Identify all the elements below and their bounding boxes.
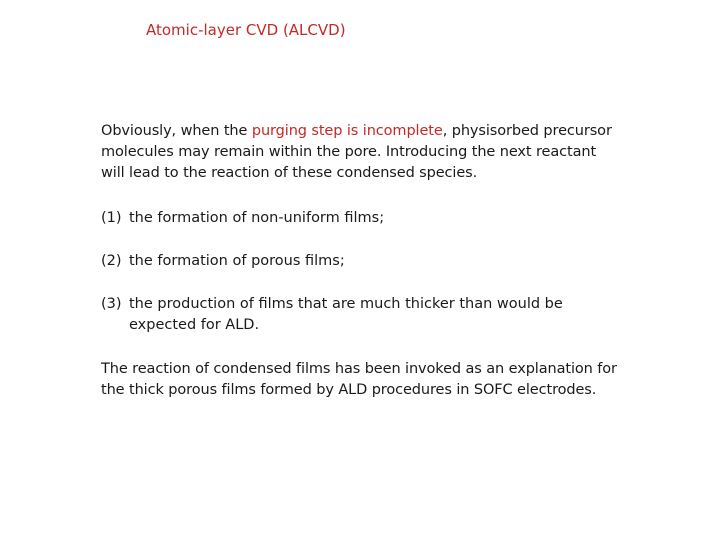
list-item-1	[101, 208, 621, 229]
conclusion-paragraph: The reaction of condensed films has been invoked as an explanation for the thick porous films formed by ALD procedures in SOFC electrodes.	[101, 361, 617, 398]
list-item-2	[101, 251, 621, 272]
intro-text-before: Obviously, when the	[101, 123, 252, 139]
list-number: (2)	[101, 253, 122, 269]
list-item-3	[101, 294, 621, 336]
list-text: the formation of porous films;	[129, 253, 345, 269]
intro-text-after: , physisorbed precursor molecules may remain within the pore. Introducing the next reactant will lead to the reaction of these condensed species.	[101, 123, 612, 181]
list-number: (1)	[101, 210, 122, 226]
list-text: the production of films that are much thicker than would be expected for ALD.	[129, 296, 563, 333]
slide-title: Atomic-layer CVD (ALCVD)	[146, 21, 346, 39]
list-number: (3)	[101, 296, 122, 312]
intro-highlight: purging step is incomplete	[251, 123, 443, 139]
intro-paragraph	[101, 121, 621, 184]
list-text: the formation of non-uniform films;	[129, 210, 385, 226]
